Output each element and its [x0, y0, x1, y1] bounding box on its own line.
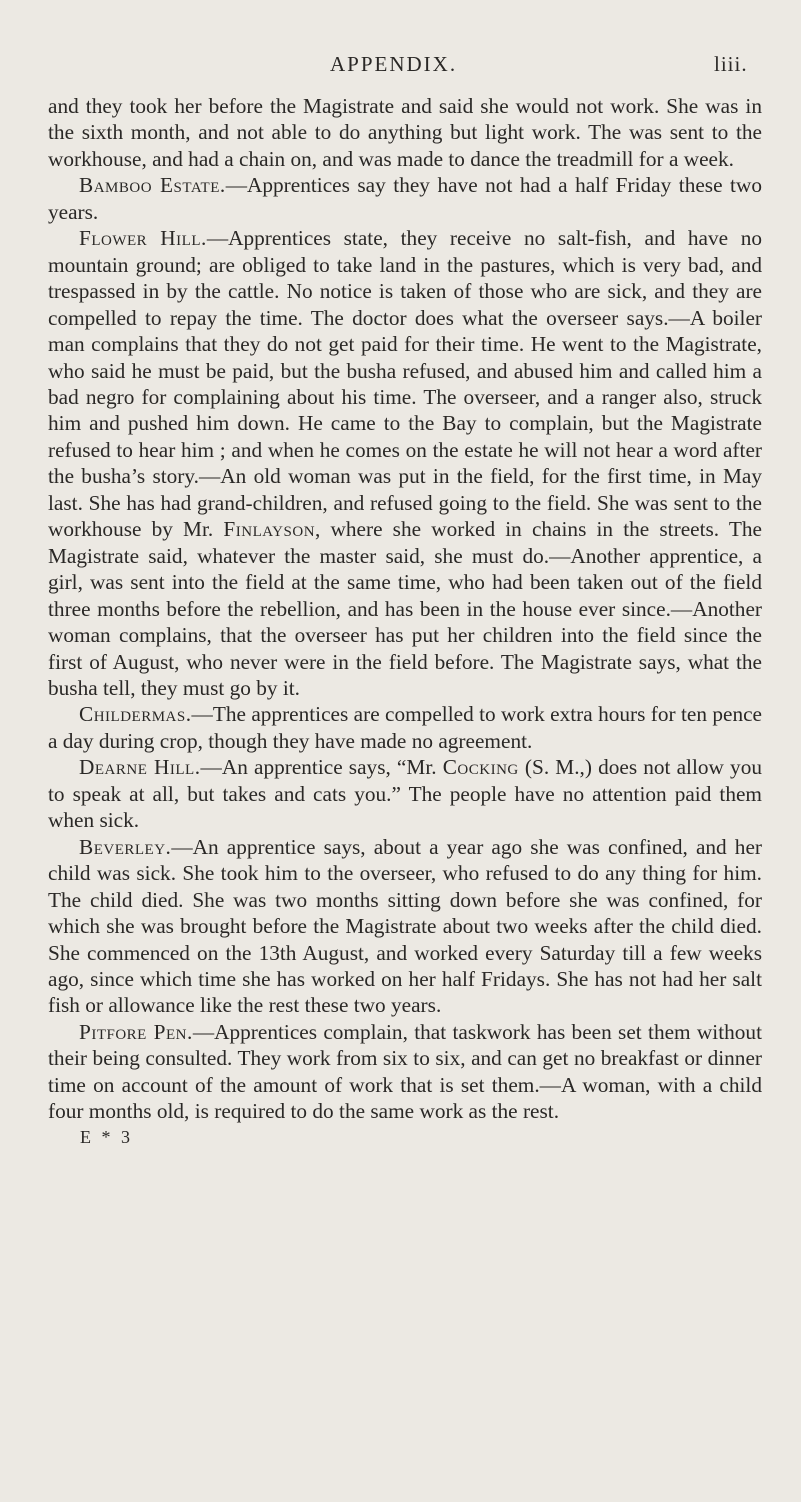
paragraph-heading: Flower Hill.: [79, 226, 207, 251]
paragraph-flower-hill: [48, 225, 762, 701]
paragraph-text: —An apprentice says, “Mr.: [200, 755, 443, 780]
paragraph-text: —Apprentices say they have not had a half Friday these two years.: [48, 173, 762, 224]
running-head: [0, 52, 801, 82]
signature-mark: E * 3: [80, 1127, 133, 1147]
paragraph-text: —The apprentices are compelled to work extra hours for ten pence a day during crop, though they have made no agreement.: [48, 702, 762, 753]
paragraph-text: —Apprentices complain, that taskwork has been set them without their being consulted. They work from six to six, and can get no breakfast or dinner time on account of the amount of work that is set them.—A woman, with a child four months old, is required to do the same work as the rest.: [48, 1019, 762, 1124]
paragraph-text: and they took her before the Magistrate and said she would not work. She was in the sixth month, and not able to do anything but light work. The was sent to the workhouse, and had a chain on, and was made to dance the treadmill for a week.: [48, 94, 762, 171]
paragraph-dearne-hill: [48, 754, 762, 833]
paragraph-pitfore-pen: [48, 1019, 762, 1125]
person-name: Finlayson: [223, 517, 316, 542]
paragraph-text: —Apprentices state, they receive no salt-fish, and have no mountain ground; are obliged to take land in the pastures, which is very bad, and trespassed in by the cattle. No notice is taken of those who are sick, and they are compelled to repay the time. The doctor does what the overseer says.—A boiler man complains that they do not get paid for their time. He went to the Magistrate, who said he must be paid, but the busha refused, and abused him and called him a bad negro for complaining about his time. The overseer, and a ranger also, struck him and pushed him down. He came to the Bay to complain, but the Magistrate refused to hear him ; and when he comes on the estate he will not hear a word after the busha’s story.—An old woman was put in the field, for the first time, in May last. She has had grand-children, and refused going to the field. She was sent to the workhouse by Mr.: [48, 226, 762, 542]
paragraph-beverley: [48, 834, 762, 1019]
body-text: [48, 93, 762, 1125]
paragraph-childermas: [48, 701, 762, 754]
paragraph-text: (S. M.,) does not allow you to speak at all, but takes and cats you.” The people have no attention paid them when sick.: [48, 755, 762, 833]
paragraph-bamboo-estate: [48, 172, 762, 225]
paragraph-heading: Pitfore Pen.: [79, 1019, 193, 1044]
paragraph-heading: Dearne Hill.: [79, 755, 201, 780]
paragraph-heading: Childermas.: [79, 702, 192, 727]
paragraph-text: , where she worked in chains in the streets. The Magistrate said, whatever the master said, she must do.—Another apprentice, a girl, was sent into the field at the same time, who had been taken out of the field three months before the rebellion, and has been in the house ever since.—Another woman complains, that the overseer has put her children into the field since the first of August, who never were in the field before. The Magistrate says, what the busha tell, they must go by it.: [48, 517, 762, 700]
paragraph-heading: Beverley.: [79, 834, 172, 859]
running-title: APPENDIX.: [330, 52, 458, 76]
paragraph-heading: Bamboo Estate.: [79, 173, 226, 198]
person-name: Cocking: [442, 755, 519, 780]
page-number: liii.: [714, 52, 748, 76]
paragraph-continuation: [48, 93, 762, 172]
paragraph-text: —An apprentice says, about a year ago she was confined, and her child was sick. She took him to the overseer, who refused to do any thing for him. The child died. She was two months sitting down before she was confined, for which she was brought before the Magistrate about two weeks after the child died. She commenced on the 13th August, and worked every Saturday till a few weeks ago, since which time she has worked on her half Fridays. She has not had her salt fish or allowance like the rest these two years.: [48, 834, 762, 1018]
